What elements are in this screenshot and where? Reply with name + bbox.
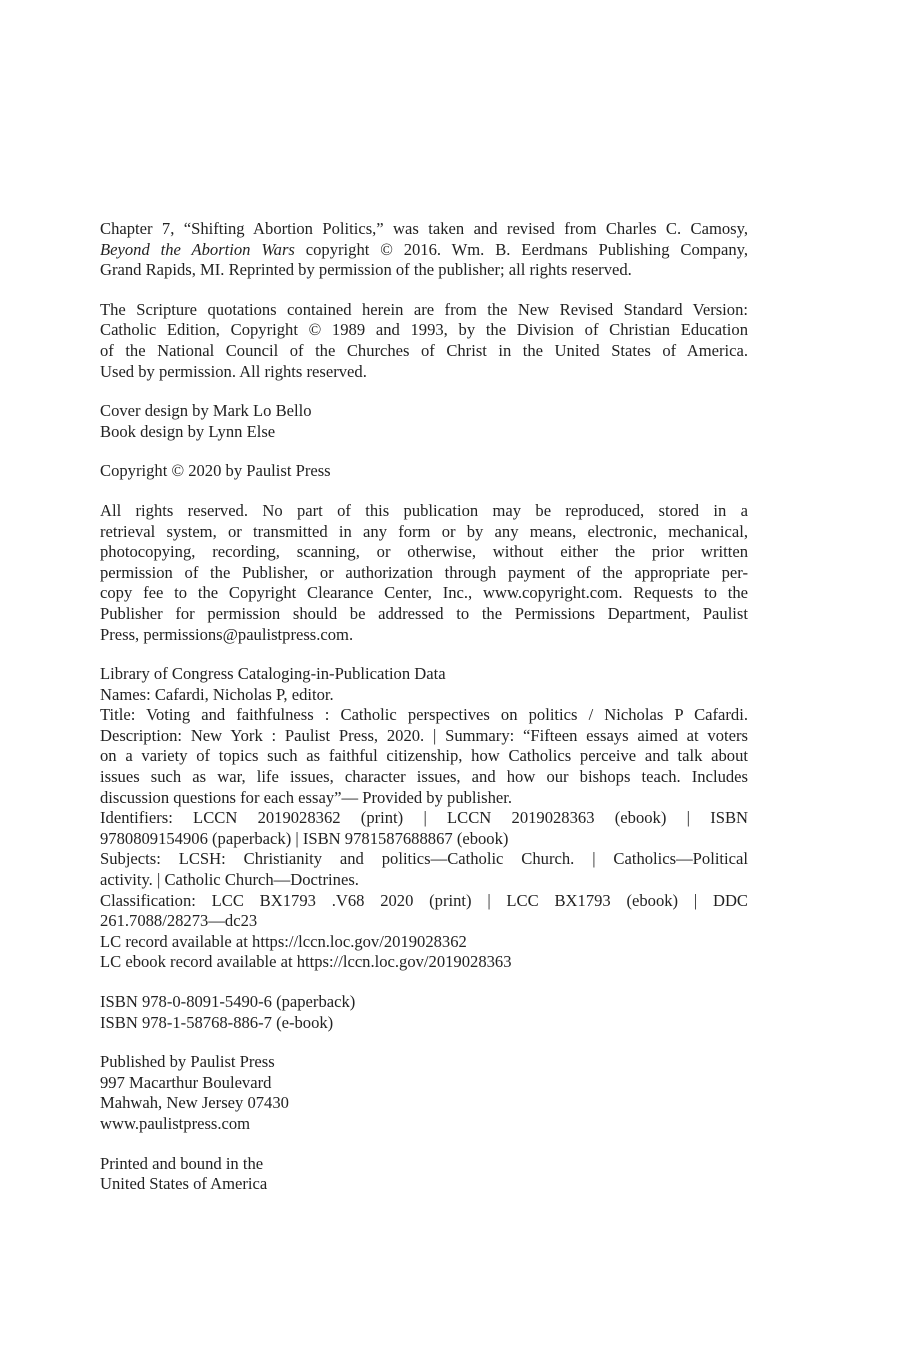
cip-description: Description: New York : Paulist Press, 2020. | Summary: “Fifteen essays aimed at voters — [100, 725, 748, 745]
scripture-line: Catholic Edition, Copyright © 1989 and 1993, by the Division of Christian Education — [100, 320, 748, 340]
copyright-notice — [100, 461, 748, 482]
scripture-line: Used by permission. All rights reserved. — [100, 361, 367, 381]
printed-line: Printed and bound in the — [100, 1153, 264, 1173]
publisher-street: 997 Macarthur Boulevard — [100, 1072, 272, 1092]
rights-line: permission of the Publisher, or authorization through payment of the appropriate per- — [100, 562, 748, 582]
isbn-paperback: ISBN 978-0-8091-5490-6 (paperback) — [100, 992, 356, 1011]
cip-identifiers: Identifiers: LCCN 2019028362 (print) | LCCN 2019028363 (ebook) | ISBN — [100, 808, 748, 828]
isbn-ebook: ISBN 978-1-58768-886-7 (e-book) — [100, 1012, 334, 1032]
cip-names: Names: Cafardi, Nicholas P, editor. — [100, 684, 334, 704]
rights-line: Publisher for permission should be addressed to the Permissions Department, Paulist — [100, 603, 748, 623]
cip-classification: 261.7088/28273—dc23 — [100, 911, 258, 931]
lc-ebook-record-link: LC ebook record available at https://lccn.loc.gov/2019028363 — [100, 952, 512, 972]
scripture-line: of the National Council of the Churches of Christ in the United States of America. — [100, 340, 748, 360]
book-design-credit: Book design by Lynn Else — [100, 421, 276, 441]
chapter-credit-line: Grand Rapids, MI. Reprinted by permission of the publisher; all rights reserved. — [100, 260, 632, 280]
cip-description: on a variety of topics such as faithful citizenship, how Catholics perceive and talk about — [100, 746, 748, 766]
chapter-credit-line — [100, 240, 748, 261]
chapter-credit-line: Chapter 7, “Shifting Abortion Politics,” was taken and revised from Charles C. Camosy, — [100, 219, 748, 238]
design-credits — [100, 401, 748, 442]
cip-title: Title: Voting and faithfulness : Catholic perspectives on politics / Nicholas P Cafardi. — [100, 705, 748, 725]
scripture-paragraph — [100, 300, 748, 382]
rights-line: Press, permissions@paulistpress.com. — [100, 624, 354, 644]
publisher-name: Published by Paulist Press — [100, 1052, 275, 1072]
copyright-page — [100, 219, 748, 1214]
lc-record-link: LC record available at https://lccn.loc.gov/2019028362 — [100, 931, 467, 951]
cip-subjects: activity. | Catholic Church—Doctrines. — [100, 870, 359, 890]
printed-notice — [100, 1154, 748, 1195]
cip-description: issues such as war, life issues, character issues, and how our bishops teach. Includes — [100, 767, 748, 787]
rights-line: copy fee to the Copyright Clearance Center, Inc., www.copyright.com. Requests to the — [100, 583, 748, 603]
rights-line: All rights reserved. No part of this publication may be reproduced, stored in a — [100, 500, 748, 520]
publisher-website: www.paulistpress.com — [100, 1113, 251, 1133]
publisher-city: Mahwah, New Jersey 07430 — [100, 1093, 289, 1113]
printed-line: United States of America — [100, 1174, 268, 1194]
cip-heading: Library of Congress Cataloging-in-Publication Data — [100, 664, 446, 684]
chapter-credit-paragraph — [100, 219, 748, 281]
chapter-credit-text: copyright © 2016. Wm. B. Eerdmans Publishing Company, — [294, 239, 749, 259]
copyright-line: Copyright © 2020 by Paulist Press — [100, 461, 331, 481]
isbn-block — [100, 992, 748, 1033]
cover-design-credit: Cover design by Mark Lo Bello — [100, 401, 312, 421]
publisher-address — [100, 1052, 748, 1134]
rights-line: retrieval system, or transmitted in any form or by any means, electronic, mechanical, — [100, 521, 748, 541]
cip-data-block — [100, 664, 748, 973]
cip-classification: Classification: LCC BX1793 .V68 2020 (print) | LCC BX1793 (ebook) | DDC — [100, 890, 748, 910]
cip-identifiers: 9780809154906 (paperback) | ISBN 9781587688867 (ebook) — [100, 828, 509, 848]
scripture-line: The Scripture quotations contained herein are from the New Revised Standard Version: — [100, 299, 748, 319]
book-title: Beyond the Abortion Wars — [100, 239, 295, 259]
rights-paragraph — [100, 501, 748, 645]
cip-subjects: Subjects: LCSH: Christianity and politics—Catholic Church. | Catholics—Political — [100, 849, 748, 869]
rights-line: photocopying, recording, scanning, or otherwise, without either the prior written — [100, 542, 748, 562]
cip-description: discussion questions for each essay”— Provided by publisher. — [100, 787, 513, 807]
